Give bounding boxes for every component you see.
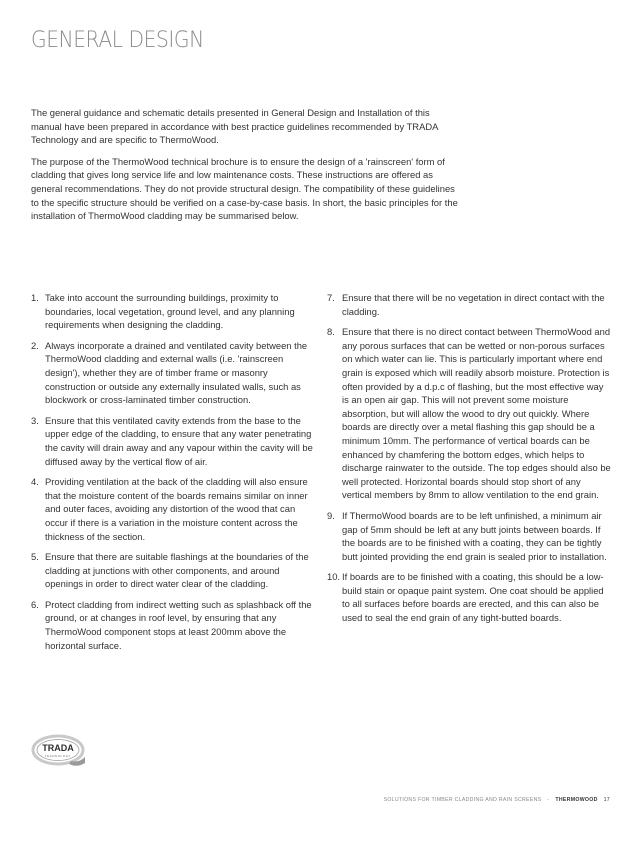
list-item (31, 339, 315, 407)
list-item-number: 1. (31, 292, 39, 303)
guideline-list-left (31, 291, 315, 659)
list-item-number: 4. (31, 476, 39, 488)
list-item-number: 9. (327, 509, 335, 521)
page-number: 17 (603, 797, 610, 803)
list-item-text: Ensure that there are suitable flashings at the boundaries of the cladding at junctions with other components, and around openings in order to direct water clear of the cladding. (45, 551, 309, 590)
list-item-text: If ThermoWood boards are to be left unfinished, a minimum air gap of 5mm should be left at any butt joints between boards. If the boards are to be finished with a coating, they can be tightly butt jointed providing the end grain is sealed prior to installation. (342, 509, 607, 562)
list-item (327, 509, 611, 563)
list-item (31, 291, 315, 332)
list-item-number: 3. (31, 414, 39, 426)
intro-paragraph: The purpose of the ThermoWood technical brochure is to ensure the design of a 'rainscreen' form of cladding that gives long service life and low maintenance costs. These instructions are offered as general recommendations. They do not provide structural design. The compatibility of these guidelines to the specific structure should be verified on a case-by-case basis. In short, the basic principles for the installation of ThermoWood cladding may be summarised below. (31, 155, 458, 222)
list-item (327, 291, 611, 318)
list-item (327, 570, 611, 624)
list-item (31, 414, 315, 468)
list-item-number: 8. (327, 326, 335, 338)
footer-brand: THERMOWOOD (555, 797, 598, 803)
list-item-number: 10. (327, 571, 341, 583)
list-item-text: If boards are to be finished with a coating, this should be a low-build stain or opaque paint system. One coat should be applied to all surfaces before boards are erected, and this can also be used to seal the end grain of any tight-butted boards. (342, 571, 604, 624)
footer-separator: - (547, 797, 550, 803)
list-item (327, 325, 611, 502)
page-footer (384, 797, 610, 803)
list-item-text: Ensure that there will be no vegetation in direct contact with the cladding. (342, 292, 605, 317)
list-item-text: Ensure that this ventilated cavity extends from the base to the upper edge of the cladding, to ensure that any water penetrating the cavity will drain away and any vapour within the cavity will be diffused away by the vertical flow of air. (45, 414, 313, 467)
intro-text (31, 106, 463, 231)
list-item-number: 5. (31, 551, 39, 563)
list-item (31, 475, 315, 543)
list-item-text: Providing ventilation at the back of the cladding will also ensure that the moisture content of the boards remains similar on inner and outer faces, avoiding any distortion of the wood that can occur if there is a variation in the moisture content across the thickness of the section. (45, 476, 308, 542)
list-item (31, 598, 315, 652)
intro-paragraph: The general guidance and schematic details presented in General Design and Installation of this manual have been prepared in accordance with best practice guidelines recommended by TRADA Technology and are specific to ThermoWood. (31, 107, 438, 146)
logo-subtext: TECHNOLOGY (44, 755, 72, 758)
list-item-text: Protect cladding from indirect wetting such as splashback off the ground, or at changes in roof level, by ensuring that any ThermoWood component stops at least 200mm above the horizontal surface. (45, 598, 312, 651)
list-item-text: Always incorporate a drained and ventilated cavity between the ThermoWood cladding and external walls (i.e. 'rainscreen design'), whether they are of timber frame or masonry construction or outside any externally insulated walls, such as blockwork or cross-laminated timber construction. (45, 339, 308, 406)
trada-logo (31, 733, 87, 769)
list-item-text: Ensure that there is no direct contact between ThermoWood and any porous surfaces that can be wetted or non-porous surfaces on which water can lie. This is particularly important where end grain is exposed which will readily absorb moisture. Protection is often provided by a d.p.c of flashing, but the most effective way is an open air gap. This will not prevent some moisture absorption, but will allow the wood to dry out quickly. Where boards are directly over a metal flashing this gap should be a minimum 10mm. The performance of vertical boards can be enhanced by chamfering the bottom edges, which helps to discharge rainwater to the outside. The top edges should also be well protected. Horizontal boards should stop short of any vertical members by 8mm to allow ventilation to the end grain. (342, 326, 611, 501)
list-item-number: 2. (31, 339, 39, 351)
list-item-number: 7. (327, 292, 335, 303)
list-item-text: Take into account the surrounding buildings, proximity to boundaries, local vegetation, ground level, and any planning requirements when designing the cladding. (45, 292, 295, 331)
logo-text: TRADA (42, 743, 74, 753)
guideline-list-right (327, 291, 611, 632)
list-item (31, 550, 315, 591)
footer-publication: SOLUTIONS FOR TIMBER CLADDING AND RAIN SCREENS (383, 797, 542, 803)
list-item-number: 6. (31, 598, 39, 610)
page-title: GENERAL DESIGN (31, 28, 204, 53)
